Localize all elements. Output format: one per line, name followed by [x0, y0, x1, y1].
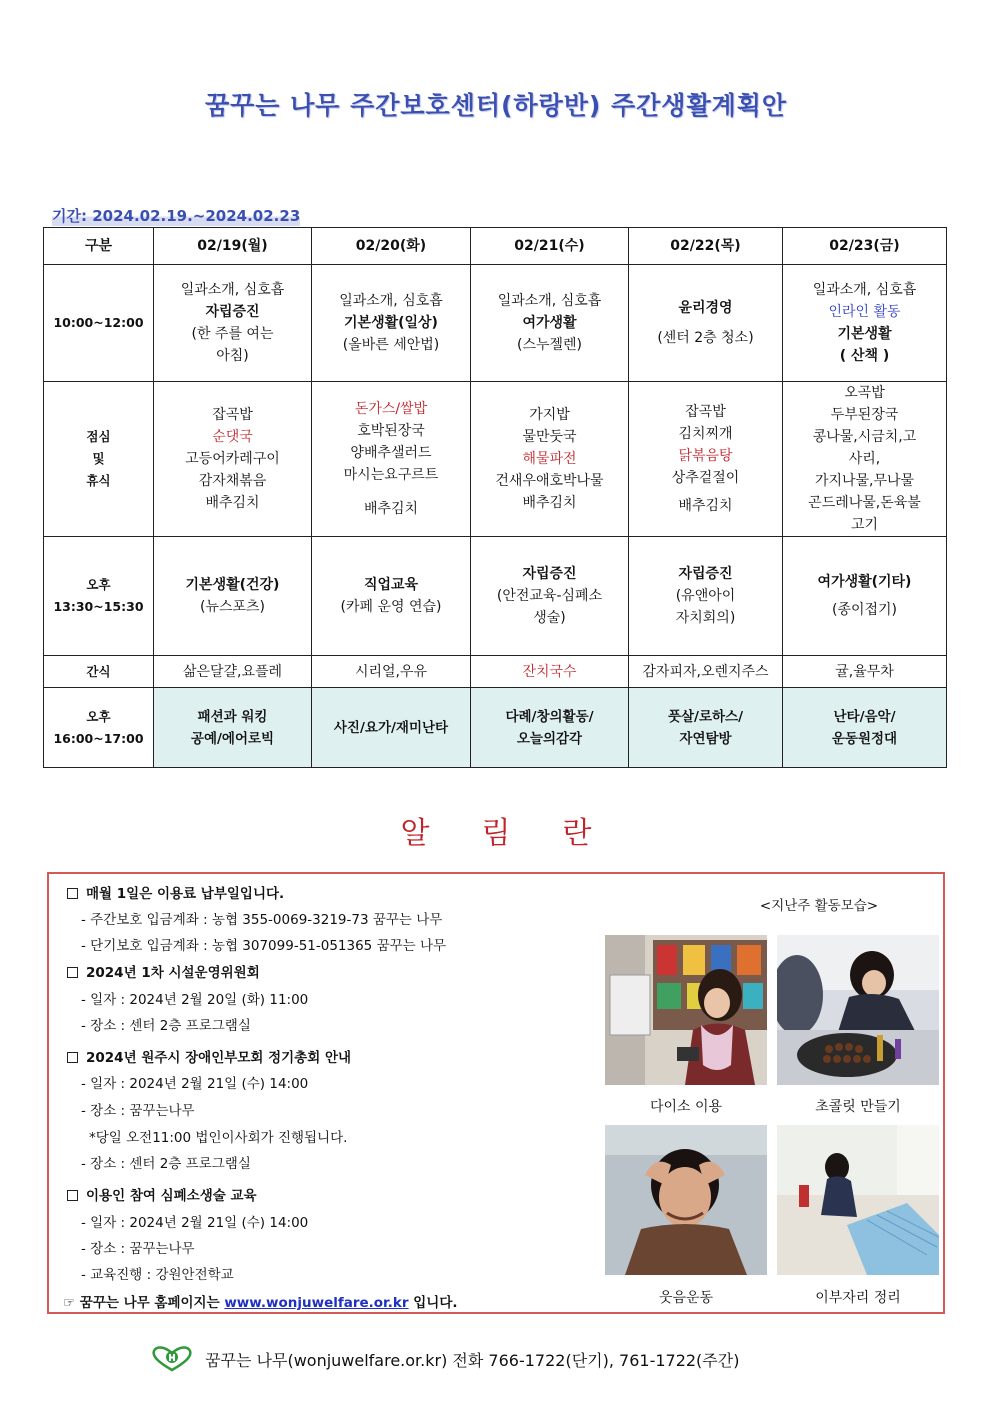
cell-line: 일과소개, 심호흡 [812, 282, 917, 298]
cell-line: (뉴스포츠) [199, 599, 266, 615]
cell-line: 13:30~15:30 [53, 599, 144, 614]
notice-text: 매월 1일은 이용료 납부일입니다. [86, 886, 285, 902]
cell-line: (한 주를 여는 [191, 326, 274, 342]
notice-line: - 일자 : 2024년 2월 20일 (화) 11:00 [81, 992, 309, 1008]
cell-line: 인라인 활동 [828, 304, 901, 320]
cell-line: 마시는요구르트 [343, 467, 439, 483]
photo-caption: 다이소 이용 [649, 1099, 723, 1115]
photo-laughter-image [605, 1125, 767, 1275]
cell-line: 아침) [216, 348, 249, 364]
table-row [44, 688, 947, 768]
header-cell: 02/19(월) [154, 228, 312, 265]
cell-line: 점심 [86, 429, 111, 444]
cell-line: 잡곡밥 [212, 407, 253, 423]
notice-heading [67, 1046, 351, 1066]
notice-line: - 주간보호 입금계좌 : 농협 355-0069-3219-73 꿈꾸는 나무 [81, 912, 443, 928]
notice-heading [67, 961, 260, 981]
cell-line: 풋살/로하스/ [667, 708, 744, 725]
cell-line: 양배추샐러드 [350, 445, 432, 461]
cell-line: 일과소개, 심호흡 [339, 293, 443, 309]
snack-cell: 잔치국수 [471, 656, 629, 688]
cell-line: 기본생활(건강) [185, 577, 280, 593]
menu-cell [471, 382, 629, 537]
notice-box [47, 872, 945, 1314]
cell-line: 난타/음악/ [833, 708, 896, 725]
notice-text: 2024년 원주시 장애인부모회 정기총회 안내 [86, 1050, 352, 1066]
cell-line: 자립증진 [522, 566, 577, 582]
activity-cell [154, 688, 312, 768]
notice-line: - 장소 : 센터 2층 프로그램실 [81, 1156, 251, 1172]
cell-line: 건새우애호박나물 [495, 473, 604, 489]
schedule-cell [154, 537, 312, 656]
cell-line: (안전교육-심폐소 [496, 588, 603, 604]
notice-line: - 장소 : 꿈꾸는나무 [81, 1103, 195, 1119]
cell-line: 휴식 [86, 473, 111, 488]
cell-line: (종이접기) [831, 602, 898, 618]
cell-line: 여가생활 [522, 315, 577, 331]
header-cell: 02/23(금) [783, 228, 947, 265]
cell-line: 다례/창의활동/ [505, 708, 594, 725]
cell-line: 순댓국 [212, 429, 253, 445]
cell-line: (스누젤렌) [516, 337, 583, 353]
table-row [44, 382, 947, 537]
cell-line: ( 산책 ) [839, 348, 890, 364]
cell-line: 공예/에어로빅 [190, 730, 275, 747]
table-row [44, 656, 947, 688]
cell-line: 돈가스/쌀밥 [354, 401, 428, 417]
cell-line: 오후 [86, 708, 111, 724]
activity-cell [629, 688, 783, 768]
page-title: 꿈꾸는 나무 주간보호센터(하랑반) 주간생활계획안 [204, 91, 788, 120]
photo-caption: 웃음운동 [658, 1290, 714, 1306]
activity-cell [783, 688, 947, 768]
cell-line: 해물파전 [522, 451, 577, 467]
photo-bedding-image [777, 1125, 939, 1275]
time-label: 10:00~12:00 [44, 265, 154, 382]
notice-line: - 장소 : 센터 2층 프로그램실 [81, 1018, 251, 1034]
heart-logo-icon [150, 1346, 194, 1376]
snack-cell: 귤,율무차 [783, 656, 947, 688]
activity-cell [312, 688, 471, 768]
photo-chocolate [777, 935, 939, 1085]
cell-line: 김치찌개 [678, 426, 733, 442]
homepage-prefix: ☞ 꿈꾸는 나무 홈페이지는 [63, 1295, 220, 1311]
cell-line: 두부된장국 [830, 407, 899, 423]
notice-line: - 일자 : 2024년 2월 21일 (수) 14:00 [81, 1076, 309, 1092]
cell-line: 생술) [533, 610, 566, 626]
notice-line: - 단기보호 입금계좌 : 농협 307099-51-051365 꿈꾸는 나무 [81, 938, 447, 954]
schedule-cell [471, 265, 629, 382]
cell-line: 오후 [86, 577, 111, 592]
notice-line: - 장소 : 꿈꾸는나무 [81, 1241, 195, 1257]
schedule-cell [783, 537, 947, 656]
cell-line: 가지밥 [529, 407, 570, 423]
cell-line: 및 [92, 451, 105, 466]
cell-line: 운동원정대 [831, 730, 898, 747]
snack-cell: 시리얼,우유 [312, 656, 471, 688]
photo-laughter [605, 1125, 767, 1275]
homepage-link[interactable]: www.wonjuwelfare.or.kr [224, 1295, 409, 1311]
time-label: 간식 [44, 656, 154, 688]
notice-text: 이용인 참여 심폐소생술 교육 [86, 1188, 257, 1204]
cell-line: 배추김치 [205, 495, 260, 511]
footer [150, 1346, 739, 1376]
table-row [44, 265, 947, 382]
cell-line: 기본생활(일상) [344, 315, 438, 331]
cell-line: 고기 [850, 517, 879, 533]
cell-line: 닭볶음탕 [678, 448, 733, 464]
schedule-cell [629, 537, 783, 656]
cell-line: 여가생활(기타) [817, 574, 912, 590]
checkbox-icon [67, 1190, 78, 1201]
cell-line: 콩나물,시금치,고 [812, 429, 917, 445]
photo-caption: 초콜릿 만들기 [815, 1099, 901, 1115]
schedule-cell [629, 265, 783, 382]
cell-line: 곤드레나물,돈육불 [808, 495, 921, 511]
menu-cell [783, 382, 947, 537]
notice-text: 2024년 1차 시설운영위원회 [86, 965, 260, 981]
photo-daiso-image [605, 935, 767, 1085]
checkbox-icon [67, 1052, 78, 1063]
cell-line: 고등어카레구이 [185, 451, 280, 467]
cell-line: 자립증진 [205, 304, 260, 320]
cell-line: 일과소개, 심호흡 [180, 282, 285, 298]
photo-daiso [605, 935, 767, 1085]
footer-text: 꿈꾸는 나무(wonjuwelfare.or.kr) 전화 766-1722(단기), 761-1722(주간) [205, 1351, 740, 1370]
menu-cell [312, 382, 471, 537]
snack-cell: 감자피자,오렌지주스 [629, 656, 783, 688]
cell-line: 상추겉절이 [671, 470, 740, 486]
cell-line: 배추김치 [678, 498, 733, 514]
cell-line: 가지나물,무나물 [814, 473, 915, 489]
notice-line: - 교육진행 : 강원안전학교 [81, 1267, 234, 1283]
cell-line: 오늘의감각 [516, 730, 583, 747]
header-cell: 구분 [44, 228, 154, 265]
cell-line: 일과소개, 심호흡 [497, 293, 602, 309]
cell-line: 배추김치 [522, 495, 577, 511]
cell-line: 사리, [848, 451, 881, 467]
cell-line: (유앤아이 [675, 588, 736, 604]
cell-line: 자립증진 [678, 566, 733, 582]
cell-line: 잡곡밥 [685, 404, 726, 420]
notice-heading [67, 1184, 257, 1204]
table-row [44, 537, 947, 656]
weekly-schedule-table [43, 227, 947, 768]
cell-line: 사진/요가/재미난타 [333, 719, 449, 736]
cell-line: 자치회의) [675, 610, 736, 626]
schedule-cell [783, 265, 947, 382]
schedule-period: 기간: 2024.02.19.~2024.02.23 [52, 207, 301, 225]
activity-cell [471, 688, 629, 768]
cell-line: 감자채볶음 [198, 473, 267, 489]
cell-line: 배추김치 [363, 501, 419, 517]
schedule-cell [312, 537, 471, 656]
checkbox-icon [67, 967, 78, 978]
homepage-suffix: 입니다. [413, 1295, 458, 1311]
photo-chocolate-image [777, 935, 939, 1085]
time-label [44, 537, 154, 656]
notice-heading [67, 882, 284, 902]
cell-line: 자연탐방 [679, 730, 732, 747]
notice-title: 알림란 [400, 816, 644, 851]
table-header-row [44, 228, 947, 265]
notice-line: *당일 오전11:00 법인이사회가 진행됩니다. [89, 1130, 348, 1146]
time-label [44, 688, 154, 768]
cell-line: 16:00~17:00 [53, 730, 144, 746]
cell-line: (센터 2층 청소) [657, 330, 754, 346]
cell-line: (카페 운영 연습) [340, 599, 442, 615]
photos-title: <지난주 활동모습> [759, 898, 879, 914]
header-cell: 02/22(목) [629, 228, 783, 265]
schedule-cell [154, 265, 312, 382]
cell-line: (올바른 세안법) [342, 337, 440, 353]
menu-cell [154, 382, 312, 537]
menu-cell [629, 382, 783, 537]
cell-line: 물만둣국 [522, 429, 577, 445]
cell-line: 패션과 워킹 [197, 708, 268, 725]
photo-bedding [777, 1125, 939, 1275]
schedule-cell [312, 265, 471, 382]
cell-line: 호박된장국 [357, 423, 425, 439]
photo-caption: 이부자리 정리 [815, 1290, 901, 1306]
cell-line: 윤리경영 [678, 300, 733, 316]
checkbox-icon [67, 888, 78, 899]
cell-line: 직업교육 [363, 577, 419, 593]
cell-line: 오곡밥 [844, 385, 885, 401]
header-cell: 02/21(수) [471, 228, 629, 265]
schedule-cell [471, 537, 629, 656]
snack-cell: 삶은달걀,요플레 [154, 656, 312, 688]
cell-line: 기본생활 [837, 326, 892, 342]
time-label [44, 382, 154, 537]
homepage-line [63, 1291, 458, 1311]
header-cell: 02/20(화) [312, 228, 471, 265]
notice-line: - 일자 : 2024년 2월 21일 (수) 14:00 [81, 1215, 309, 1231]
